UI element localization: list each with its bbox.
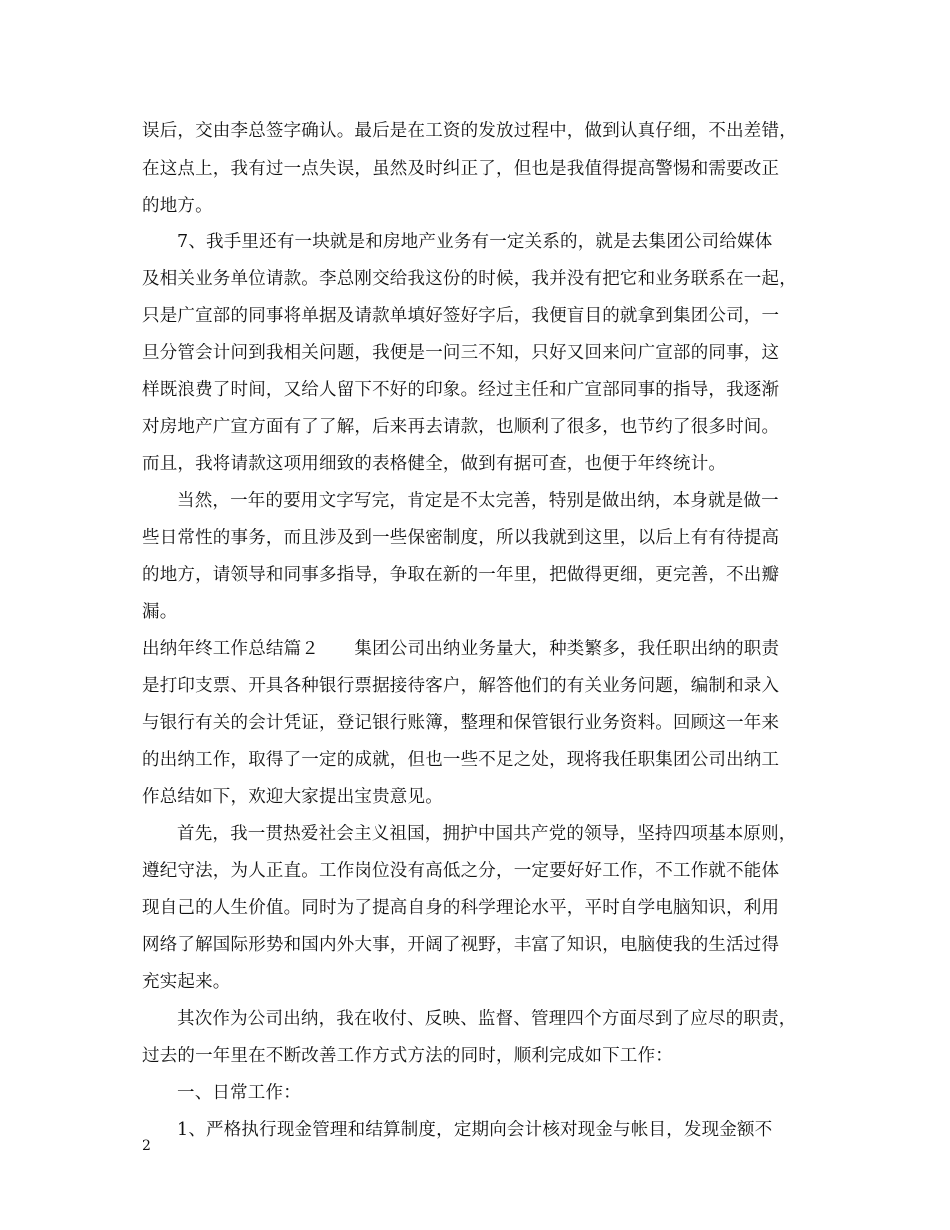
text-line: 现自己的人生价值。同时为了提高自身的科学理论水平，平时自学电脑知识，利用 <box>142 898 780 918</box>
section-heading-line: 出纳年终工作总结篇２ 集团公司出纳业务量大，种类繁多，我任职出纳的职责 <box>142 639 780 659</box>
text-line: 漏。 <box>142 602 178 622</box>
text-line: 误后，交由李总签字确认。最后是在工资的发放过程中，做到认真仔细，不出差错， <box>142 121 797 141</box>
paragraph-start: 1、严格执行现金管理和结算制度，定期向会计核对现金与帐目，发现金额不 <box>177 1120 773 1140</box>
paragraph-start: 当然，一年的要用文字写完，肯定是不太完善，特别是做出纳，本身就是做一 <box>177 491 779 511</box>
text-line: 与银行有关的会计凭证，登记银行账簿，整理和保管银行业务资料。回顾这一年来 <box>142 713 780 733</box>
text-line: 对房地产广宣方面有了了解，后来再去请款，也顺利了很多，也节约了很多时间。 <box>142 417 780 437</box>
paragraph-start: 7、我手里还有一块就是和房地产业务有一定关系的，就是去集团公司给媒体 <box>177 232 773 252</box>
text-line: 遵纪守法，为人正直。工作岗位没有高低之分，一定要好好工作，不工作就不能体 <box>142 861 780 881</box>
text-line: 些日常性的事务，而且涉及到一些保密制度，所以我就到这里，以后上有有待提高 <box>142 528 780 548</box>
text-line: 只是广宣部的同事将单据及请款单填好签好字后，我便盲目的就拿到集团公司，一 <box>142 306 780 326</box>
text-line: 的地方。 <box>142 196 213 216</box>
text-line: 的出纳工作，取得了一定的成就，但也一些不足之处，现将我任职集团公司出纳工 <box>142 750 780 770</box>
text-line: 在这点上，我有过一点失误，虽然及时纠正了，但也是我值得提高警惕和需要改正 <box>142 159 780 179</box>
text-line: 而且，我将请款这项用细致的表格健全，做到有据可查，也便于年终统计。 <box>142 454 727 474</box>
text-line: 过去的一年里在不断改善工作方式方法的同时，顺利完成如下工作： <box>142 1046 673 1066</box>
text-line: 及相关业务单位请款。李总刚交给我这份的时候，我并没有把它和业务联系在一起， <box>142 269 797 289</box>
text-line: 充实起来。 <box>142 972 231 992</box>
text-line: 的地方，请领导和同事多指导，争取在新的一年里，把做得更细，更完善，不出瓣 <box>142 565 780 585</box>
paragraph-start: 其次作为公司出纳，我在收付、反映、监督、管理四个方面尽到了应尽的职责， <box>177 1009 797 1029</box>
text-line: 是打印支票、开具各种银行票据接待客户，解答他们的有关业务问题，编制和录入 <box>142 676 780 696</box>
text-line: 作总结如下，欢迎大家提出宝贵意见。 <box>142 787 443 807</box>
paragraph-start: 首先，我一贯热爱社会主义祖国，拥护中国共产党的领导，坚持四项基本原则， <box>177 824 797 844</box>
page-number: 2 <box>142 1138 151 1154</box>
subheading-line: 一、日常工作： <box>177 1083 301 1103</box>
text-line: 样既浪费了时间，又给人留下不好的印象。经过主任和广宣部同事的指导，我逐渐 <box>142 380 780 400</box>
text-line: 网络了解国际形势和国内外大事，开阔了视野，丰富了知识，电脑使我的生活过得 <box>142 935 780 955</box>
text-line: 旦分管会计问到我相关问题，我便是一问三不知，只好又回来问广宣部的同事，这 <box>142 343 780 363</box>
